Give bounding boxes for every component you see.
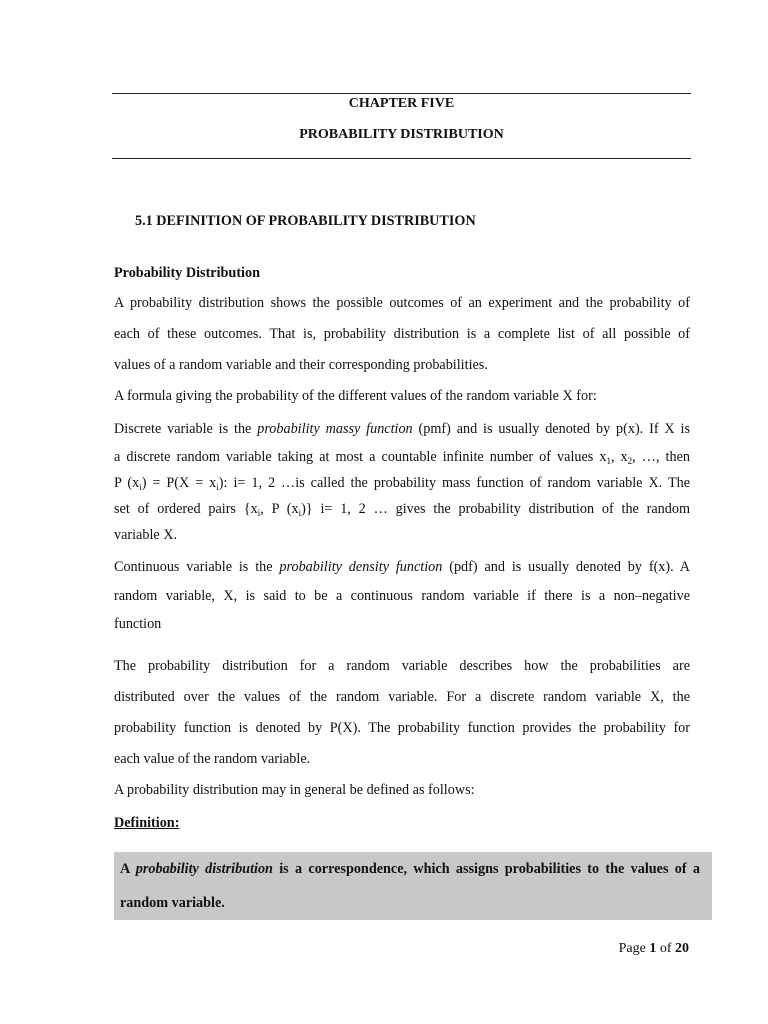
header-top-rule bbox=[112, 93, 691, 94]
paragraph-discrete bbox=[114, 414, 690, 548]
section-heading: 5.1 DEFINITION OF PROBABILITY DISTRIBUTION bbox=[135, 213, 476, 229]
text-line: probability function is denoted by P(X). The probability function provides the probability for bbox=[114, 720, 690, 736]
text-line: function bbox=[114, 616, 162, 632]
paragraph-formula bbox=[114, 381, 690, 412]
text-line: distributed over the values of the random variable. For a discrete random variable X, the bbox=[114, 689, 690, 705]
chapter-title: PROBABILITY DISTRIBUTION bbox=[299, 127, 504, 142]
text-line: Discrete variable is the probability massy function (pmf) and is usually denoted by p(x). If X is bbox=[114, 421, 690, 437]
text-line: Continuous variable is the probability density function (pdf) and is usually denoted by f(x). A bbox=[114, 559, 690, 575]
paragraph-general bbox=[114, 775, 690, 806]
text-line: each of these outcomes. That is, probability distribution is a complete list of all possible of bbox=[114, 326, 690, 342]
text-line: P $(x_i) = P(X = x_i)$: i= 1, 2 …is called the probability mass function of random variable X. The bbox=[114, 475, 691, 492]
definition-term: probability distribution bbox=[135, 861, 273, 877]
definition-line: random variable. bbox=[120, 895, 225, 911]
definition-label: Definition: bbox=[114, 815, 180, 831]
text-line: The probability distribution for a random variable describes how the probabilities are bbox=[114, 658, 690, 674]
text-line: variable X. bbox=[114, 527, 178, 543]
text-line: set of ordered pairs {$x_i$, P $(x_i)$} i= 1, 2 … gives the probability distribution of the random bbox=[114, 501, 690, 518]
definition-line: A probability distribution is a correspondence, which assigns probabilities to the values of a bbox=[120, 861, 700, 877]
page-number: Page 1 of 20 bbox=[618, 941, 689, 956]
pmf-term: probability massy function bbox=[257, 421, 413, 437]
text-line: A probability distribution may in general be defined as follows: bbox=[114, 782, 475, 798]
paragraph-intro bbox=[114, 288, 690, 381]
paragraph-distribution bbox=[114, 651, 690, 775]
text-line: each value of the random variable. bbox=[114, 751, 311, 767]
text-line: A formula giving the probability of the different values of the random variable X for: bbox=[114, 388, 597, 404]
chapter-label: CHAPTER FIVE bbox=[348, 96, 455, 111]
text-line: values of a random variable and their corresponding probabilities. bbox=[114, 357, 488, 373]
header-bottom-rule bbox=[112, 158, 691, 159]
text-line: a discrete random variable taking at most a countable infinite number of values $x_1$, $x_2$, …, then bbox=[114, 449, 690, 466]
subheading: Probability Distribution bbox=[114, 265, 260, 281]
definition-box bbox=[114, 852, 712, 920]
paragraph-continuous bbox=[114, 552, 690, 638]
text-line: random variable, X, is said to be a continuous random variable if there is a non–negative bbox=[114, 588, 690, 604]
pdf-term: probability density function bbox=[279, 559, 443, 575]
text-line: A probability distribution shows the possible outcomes of an experiment and the probability of bbox=[114, 295, 690, 311]
